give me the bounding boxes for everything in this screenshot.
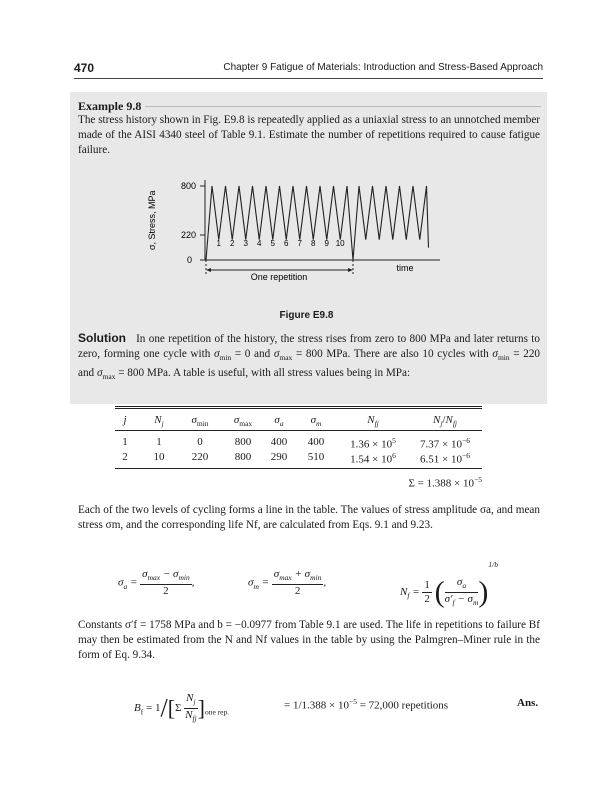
sum-exponent: −5 bbox=[474, 475, 482, 484]
cycle-label: 6 bbox=[283, 239, 289, 248]
example-title: Example 9.8 bbox=[78, 99, 142, 113]
cycle-label: 5 bbox=[270, 239, 275, 248]
y-axis-label: σ, Stress, MPa bbox=[147, 190, 157, 250]
arrow-head-left bbox=[206, 268, 211, 272]
table-top-rule-2 bbox=[115, 408, 482, 409]
paragraph-3: Constants σ′f = 1758 MPa and b = −0.0977 from Table 9.1 are used. The life in repetitions to failure Bf may then be estimated from the N and Nf values in the table by using the Palmgren–Miner rule in the form of Eq. 9.34. bbox=[78, 619, 540, 662]
final-result bbox=[284, 697, 448, 712]
table-cell: 290 bbox=[270, 451, 288, 463]
sum-row bbox=[408, 475, 482, 490]
example-text: The stress history shown in Fig. E9.8 is repeatedly applied as a uniaxial stress to an unnotched member made of the AISI 4340 steel of Table 9.1. Estimate the number of repetitions required to cause fatigue failure. bbox=[78, 114, 541, 157]
table-header-cell: $\sigma_{max}$ bbox=[233, 414, 253, 429]
table-cell: $1.36 \times 10^5$ bbox=[350, 436, 396, 451]
table-cell: 1 bbox=[156, 436, 162, 448]
final-result-text: = 1/1.388 × 10 bbox=[284, 699, 349, 712]
stress-history-figure bbox=[140, 170, 460, 300]
sum-value: Σ = 1.388 × 10 bbox=[408, 477, 475, 490]
cycle-label: 1 bbox=[216, 239, 221, 248]
solution-label: Solution bbox=[78, 331, 126, 345]
table-cell: 400 bbox=[307, 436, 325, 448]
repetition-label: One repetition bbox=[250, 272, 308, 282]
cycle-label: 3 bbox=[243, 239, 248, 248]
table-header-cell: $\sigma_a$ bbox=[274, 414, 284, 429]
eq-sigma-a: $\sigma_a$ = $\frac{\sigma_{max} - \sigma_{min}}{2}$ , bbox=[118, 568, 195, 598]
table-cell: 1 bbox=[122, 436, 128, 448]
solution-paragraph: Solution In one repetition of the history, the stress rises from zero to 800 MPa and later returns to zero, forming one cycle with $\sigma_{min} = 0$ and $\sigma_{max} = 800$ MPa. There are also 10 cycles with $\sigma_{min} = 220$ and $\sigma_{max} = 800$ MPa. A table is useful, with all stress values being in MPa: bbox=[78, 331, 541, 381]
table-header-cell: $N_{fj}$ bbox=[367, 414, 379, 429]
cycle-label: 8 bbox=[310, 239, 316, 248]
table-cell: $1.54 \times 10^6$ bbox=[350, 451, 396, 466]
cycle-label: 4 bbox=[256, 239, 262, 248]
running-head: Chapter 9 Fatigue of Materials: Introduction and Stress-Based Approach bbox=[223, 62, 543, 73]
eq-sigma-m: $\sigma_m$ = $\frac{\sigma_{max} + \sigma_{min}}{2}$ , bbox=[248, 568, 327, 598]
table-cell: 0 bbox=[197, 436, 203, 448]
final-result-exponent: −5 bbox=[348, 697, 357, 706]
paragraph-2: Each of the two levels of cycling forms a line in the table. The values of stress amplitude σa, and mean stress σm, and the corresponding life Nf, are calculated from Eqs. 9.1 and 9.23. bbox=[78, 504, 540, 532]
table-header-cell: $\sigma_{min}$ bbox=[191, 414, 209, 429]
ans-label: Ans. bbox=[517, 697, 539, 709]
solution-text-3: in MPa: bbox=[374, 366, 411, 379]
table-header-cell: j bbox=[123, 414, 127, 426]
cycle-label: 2 bbox=[229, 239, 235, 248]
example-title-rule bbox=[145, 106, 541, 107]
table-cell: 2 bbox=[122, 451, 128, 463]
figure-caption: Figure E9.8 bbox=[279, 310, 334, 321]
stress-waveform bbox=[206, 186, 429, 260]
table-header-cell: $N_j/N_{fj}$ bbox=[432, 414, 457, 429]
table-cell: 400 bbox=[270, 436, 288, 448]
final-equation: $B_f = 1/[\Sigma$ $\frac{N_j}{N_{fj}}$ ]$_{one rep.}$ bbox=[134, 692, 230, 724]
header-rule bbox=[74, 78, 543, 79]
table-header-cell: $\sigma_m$ bbox=[310, 414, 322, 429]
arrow-head-right bbox=[348, 268, 353, 272]
y-tick-800: 800 bbox=[180, 181, 196, 191]
table-cell: 10 bbox=[153, 451, 165, 463]
table-cell: $7.37 \times 10^{-6}$ bbox=[420, 436, 470, 451]
cycle-labels bbox=[216, 239, 345, 248]
table-cell: 800 bbox=[234, 451, 252, 463]
table-cell: 800 bbox=[234, 436, 252, 448]
time-label: time bbox=[396, 263, 414, 273]
page-number: 470 bbox=[74, 61, 95, 75]
solution-text-2: cycles with bbox=[437, 348, 489, 361]
cycle-label: 7 bbox=[297, 239, 302, 248]
eq-nf: $N_f$ = $\frac{1}{2}$ ( $\frac{\sigma_a}{\sigma'_f - \sigma_m}$ )$^{1/b}$ bbox=[400, 560, 498, 609]
one-rep-subscript: one rep. bbox=[204, 707, 230, 717]
table-cell: 220 bbox=[191, 451, 209, 463]
final-result-tail: = 72,000 repetitions bbox=[359, 699, 449, 712]
cycle-label: 10 bbox=[335, 239, 345, 248]
table-cell: $6.51 \times 10^{-6}$ bbox=[420, 451, 470, 466]
table-cell: 510 bbox=[307, 451, 325, 463]
cycle-label: 9 bbox=[324, 239, 329, 248]
table-header-rule bbox=[115, 430, 482, 431]
solution-text-1: In one repetition of the history, the stress rises from zero to 800 MPa and later returns to zero, forming one cycle with bbox=[78, 333, 540, 361]
table-top-rule bbox=[115, 406, 482, 407]
y-tick-0: 0 bbox=[186, 255, 192, 265]
table-bottom-rule bbox=[115, 468, 482, 469]
y-tick-220: 220 bbox=[180, 230, 196, 240]
table-header-cell: $N_j$ bbox=[154, 414, 164, 429]
